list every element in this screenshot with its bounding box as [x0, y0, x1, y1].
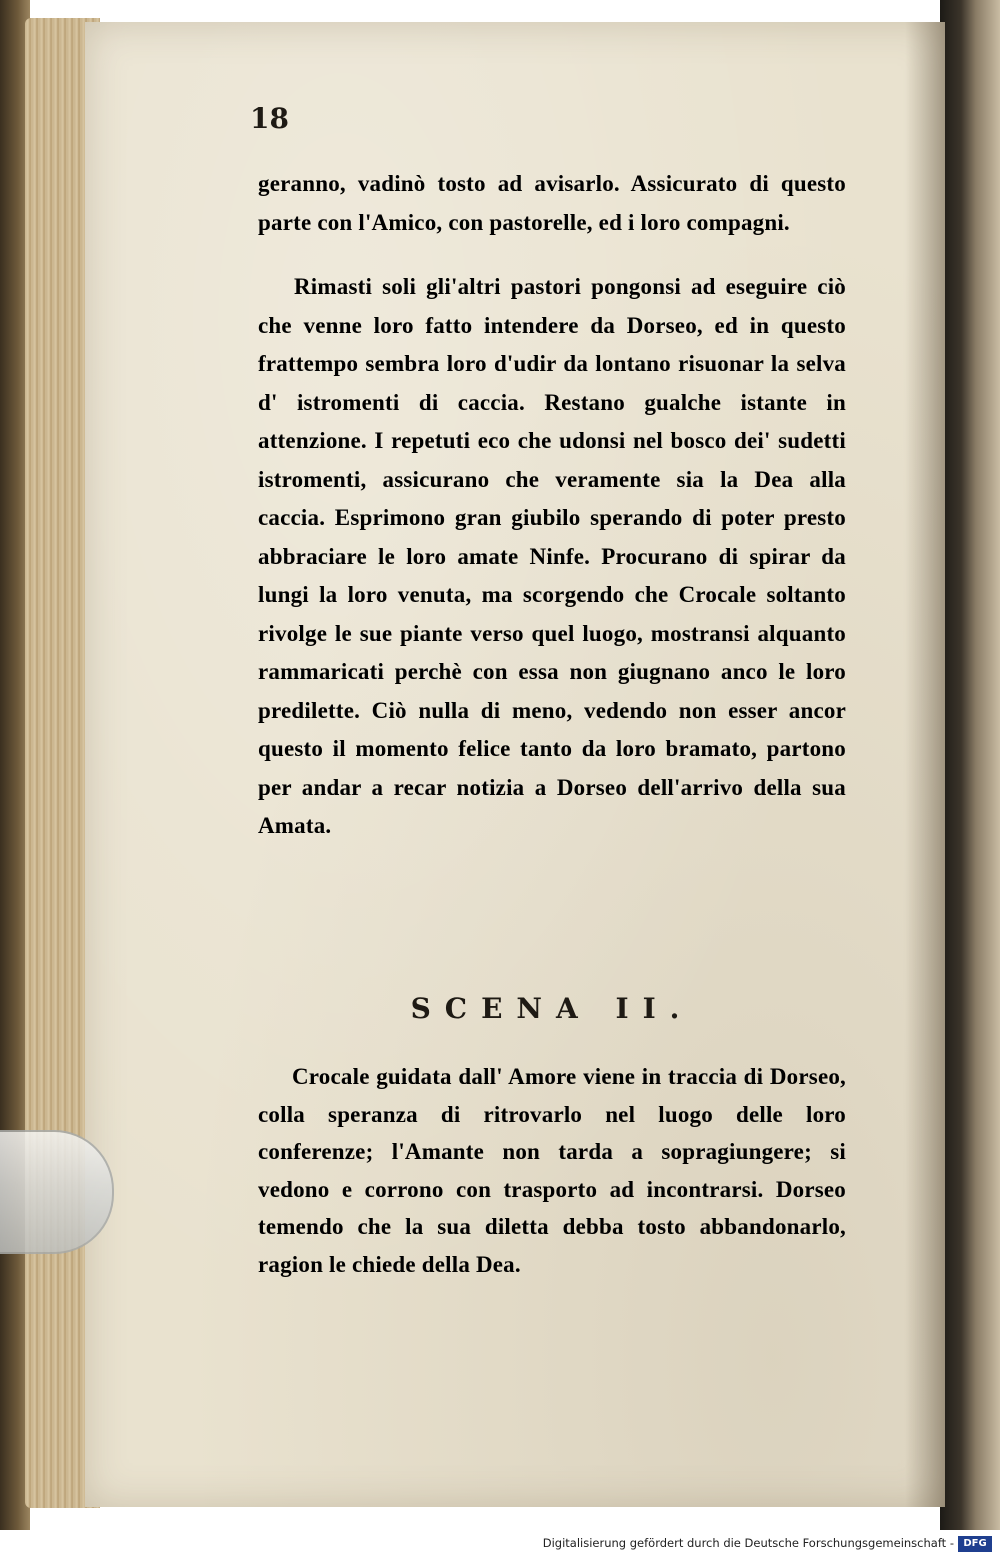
- dfg-logo: DFG: [958, 1536, 992, 1552]
- scene-heading: SCENA II.: [410, 992, 694, 1025]
- paragraph-crocale: Crocale guidata dall' Amore viene in traccia di Dorseo, colla speranza di ritrovarlo nel luogo delle loro conferenze; l'Amante non tarda a sopragiungere; si vedono e corrono con trasporto ad incontrarsi. Dorseo temendo che la sua diletta debba tosto abbandonarlo, ragion le chiede della Dea.: [258, 1064, 846, 1277]
- paragraph-continuation: geranno, vadinò tosto ad avisarlo. Assicurato di questo parte con l'Amico, con pastorelle, ed i loro compagni.: [258, 171, 846, 235]
- page-number: 18: [250, 102, 289, 135]
- footer-bar: [0, 1530, 1000, 1557]
- gutter-shadow: [905, 22, 945, 1507]
- book-spine-right-edge: [940, 0, 1000, 1530]
- footer-attribution: Digitalisierung gefördert durch die Deutsche Forschungsgemeinschaft -: [542, 1536, 954, 1550]
- plastic-clip: [0, 1130, 114, 1254]
- paragraph-rimasti: Rimasti soli gli'altri pastori pongonsi ad eseguire ciò che venne loro fatto intendere da Dorseo, ed in questo frattempo sembra loro d'udir da lontano risuonar la selva d' istromenti di caccia. Restano gualche istante in attenzione. I repetuti eco che udonsi nel bosco dei' sudetti istromenti, assicurano che veramente sia la Dea alla caccia. Esprimono gran giubilo sperando di poter presto abbraciare le loro amate Ninfe. Procurano di spirar da lungi la loro venuta, ma scorgendo che Crocale soltanto rivolge le sue piante verso quel luogo, mostransi alquanto rammaricati perchè con essa non giugnano anco le loro predilette. Ciò nulla di meno, vedendo non esser ancor questo il momento felice tanto da loro bramato, partono per andar a recar notizia a Dorseo dell'arrivo della sua Amata.: [258, 274, 846, 838]
